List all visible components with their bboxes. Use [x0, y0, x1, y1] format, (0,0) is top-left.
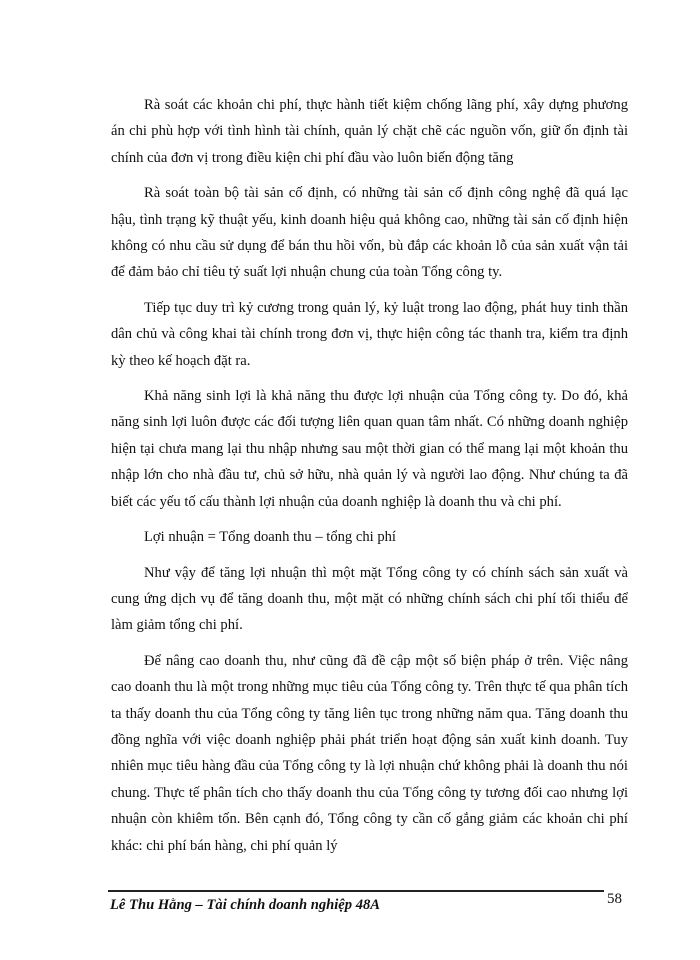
footer-author-line: Lê Thu Hằng – Tài chính doanh nghiệp 48A: [110, 897, 381, 913]
paragraph-cost-review: Rà soát các khoản chi phí, thực hành tiết kiệm chống lãng phí, xây dựng phương án chi phù hợp với tình hình tài chính, quản lý chặt chẽ các nguồn vốn, giữ ổn định tài chính của đơn vị trong điều kiện chi phí đầu vào luôn biến động tăng: [111, 97, 628, 166]
paragraph-discipline: Tiếp tục duy trì kỷ cương trong quản lý, kỷ luật trong lao động, phát huy tinh thần dân chủ và công khai tài chính trong đơn vị, thực hiện công tác thanh tra, kiểm tra định kỳ theo kế hoạch đặt ra.: [111, 299, 628, 369]
profit-formula: Lợi nhuận = Tổng doanh thu – tổng chi phí: [144, 529, 396, 546]
page-number: 58: [607, 891, 622, 907]
footer-divider: [108, 890, 604, 892]
body-text: [111, 92, 628, 868]
paragraph-fixed-assets: Rà soát toàn bộ tài sản cố định, có những tài sản cố định công nghệ đã quá lạc hậu, tình trạng kỹ thuật yếu, kinh doanh hiệu quả không cao, những tài sản cố định hiện không có nhu cầu sử dụng để bán thu hồi vốn, bù đắp các khoản lỗ của sản xuất vận tải để đảm bảo chỉ tiêu tỷ suất lợi nhuận chung của toàn Tổng công ty.: [111, 185, 628, 281]
paragraph-revenue: Để nâng cao doanh thu, như cũng đã đề cập một số biện pháp ở trên. Việc nâng cao doanh thu là một trong những mục tiêu của Tổng công ty. Trên thực tế qua phân tích ta thấy doanh thu của Tổng công ty tăng liên tục trong những năm qua. Tăng doanh thu đồng nghĩa với việc doanh nghiệp phải phát triển hoạt động sản xuất kinh doanh. Tuy nhiên mục tiêu hàng đầu của Tổng công ty là lợi nhuận chứ không phải là doanh thu nói chung. Thực tế phân tích cho thấy doanh thu của Tổng công ty tương đối cao nhưng lợi nhuận còn khiêm tốn. Bên cạnh đó, Tổng công ty cần cố gắng giảm các khoản chi phí khác: chi phí bán hàng, chi phí quản lý: [111, 652, 628, 854]
paragraph-increase-profit: Như vậy để tăng lợi nhuận thì một mặt Tổng công ty có chính sách sản xuất và cung ứng dịch vụ để tăng doanh thu, một mặt có những chính sách chi phí tối thiểu để làm giảm tổng chi phí.: [111, 564, 628, 634]
paragraph-profitability: Khả năng sinh lợi là khả năng thu được lợi nhuận của Tổng công ty. Do đó, khả năng sinh lợi luôn được các đối tượng liên quan quan tâm nhất. Có những doanh nghiệp hiện tại chưa mang lại thu nhập nhưng sau một thời gian có thể mang lại một khoản thu nhập lớn cho nhà đầu tư, chủ sở hữu, nhà quản lý và người lao động. Như chúng ta đã biết các yếu tố cấu thành lợi nhuận của doanh nghiệp là doanh thu và chi phí.: [111, 388, 628, 510]
